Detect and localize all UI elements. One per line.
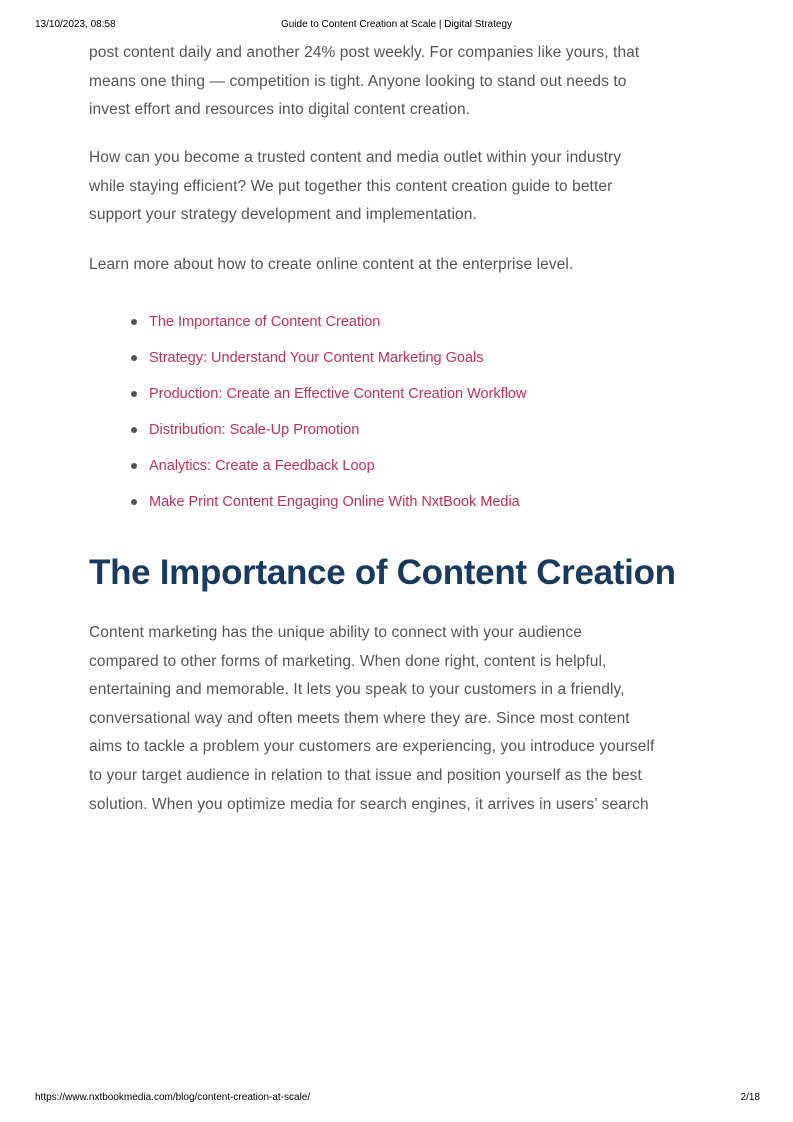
paragraph-line: conversational way and often meets them where they are. Since most content [89,709,630,727]
bullet-icon [131,499,137,505]
paragraph-line: invest effort and resources into digital content creation. [89,101,471,119]
paragraph-line: How can you become a trusted content and media outlet within your industry [89,149,622,166]
bullet-icon [131,355,137,361]
toc-link[interactable]: Analytics: Create a Feedback Loop [149,458,375,474]
bullet-icon [131,427,137,433]
print-page-number: 2/18 [740,1092,760,1103]
toc-link[interactable]: Distribution: Scale-Up Promotion [149,422,360,438]
section-heading: The Importance of Content Creation [89,553,676,592]
toc-link[interactable]: Strategy: Understand Your Content Marketing Goals [149,350,484,366]
paragraph-line: compared to other forms of marketing. When done right, content is helpful, [89,652,607,670]
paragraph-line: post content daily and another 24% post weekly. For companies like yours, that [89,44,640,61]
bullet-icon [131,319,137,325]
print-datetime: 13/10/2023, 08:58 [35,19,116,30]
paragraph-line: Learn more about how to create online content at the enterprise level. [89,256,574,273]
paragraph-line: solution. When you optimize media for search engines, it arrives in users’ search [89,795,649,813]
paragraph-line: Content marketing has the unique ability to connect with your audience [89,624,582,641]
print-title: Guide to Content Creation at Scale | Digital Strategy [280,19,513,30]
paragraph-line: support your strategy development and implementation. [89,206,477,224]
toc-link[interactable]: The Importance of Content Creation [149,314,381,330]
paragraph-line: to your target audience in relation to that issue and position yourself as the best [89,767,642,784]
toc-link[interactable]: Production: Create an Effective Content Creation Workflow [149,386,527,402]
paragraph-line: aims to tackle a problem your customers are experiencing, you introduce yourself [89,738,655,756]
paragraph-line: while staying efficient? We put together this content creation guide to better [89,177,613,195]
paragraph-line: entertaining and memorable. It lets you speak to your customers in a friendly, [89,681,625,699]
toc-link[interactable]: Make Print Content Engaging Online With NxtBook Media [149,494,520,510]
paragraph-line: means one thing — competition is tight. Anyone looking to stand out needs to [89,72,627,90]
print-url: https://www.nxtbookmedia.com/blog/content-creation-at-scale/ [35,1092,311,1103]
bullet-icon [131,391,137,397]
bullet-icon [131,463,137,469]
